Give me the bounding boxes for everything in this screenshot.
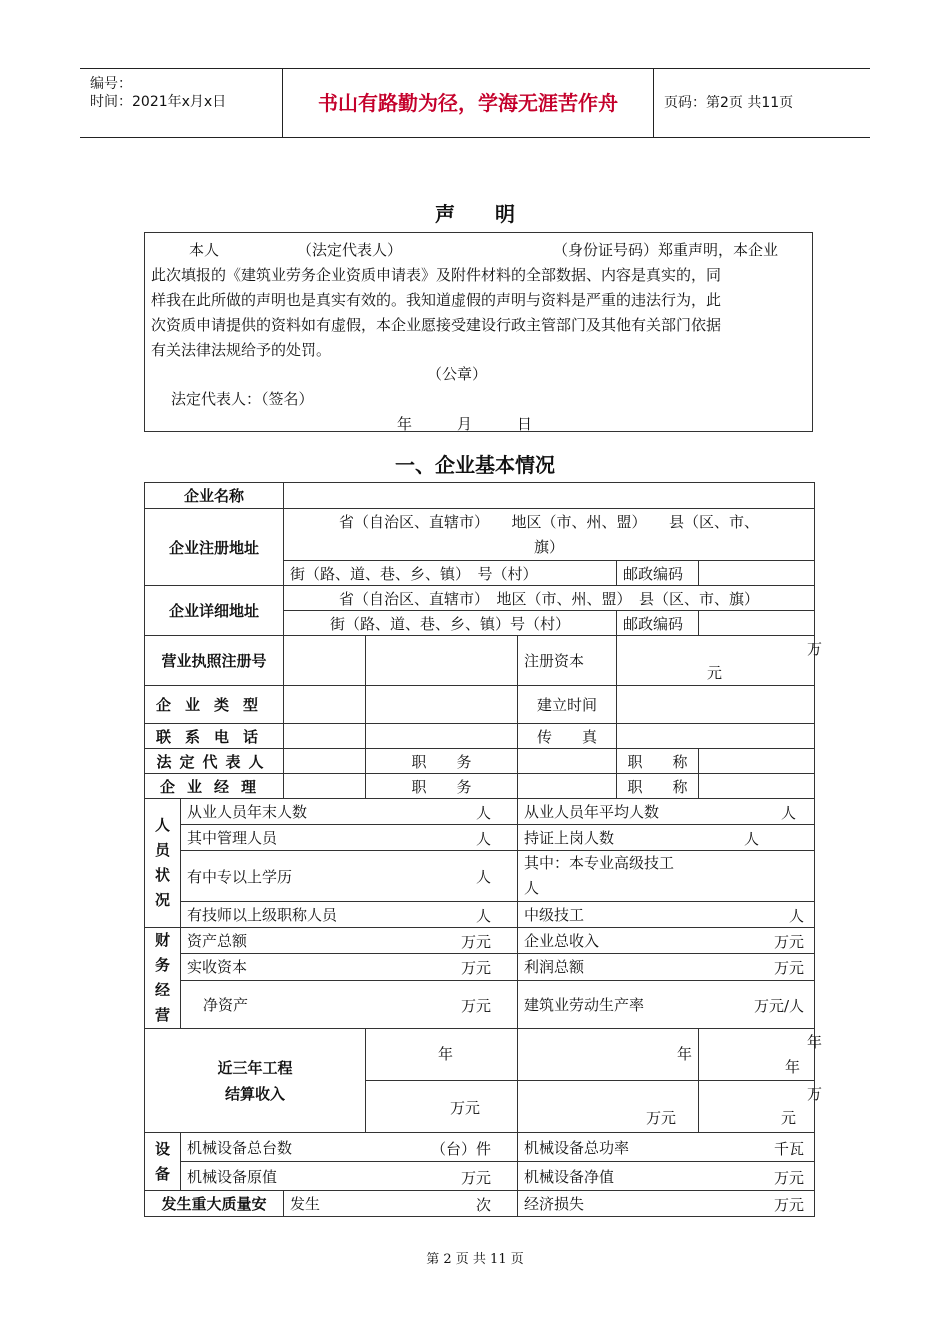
decl-signature: 法定代表人：（签名） <box>171 390 314 408</box>
settlement-amount1[interactable] <box>366 1081 518 1133</box>
paid-capital-unit: 万元 <box>461 959 492 978</box>
legal-rep-title-field[interactable] <box>699 749 815 774</box>
reg-addr-text-1: 省（自治区、直辖市） 地区（市、州、盟） 县（区、市、 <box>339 512 760 531</box>
machine-net-row[interactable] <box>518 1162 815 1191</box>
staff-tech-label: 有技师以上级职称人员 <box>187 906 338 924</box>
reg-capital-wan: 万 <box>807 640 823 658</box>
company-type-field-2[interactable] <box>366 686 518 724</box>
staff-senior-row[interactable] <box>518 851 815 902</box>
total-assets-unit: 万元 <box>461 933 492 951</box>
net-assets-unit: 万元 <box>461 996 492 1015</box>
reg-capital-field[interactable] <box>617 636 823 686</box>
net-assets-row[interactable] <box>181 980 518 1029</box>
staff-mid-unit: 人 <box>789 907 805 925</box>
productivity-unit: 万元/人 <box>754 996 805 1015</box>
staff-edu-unit: 人 <box>476 868 492 886</box>
staff-avg-unit: 人 <box>781 804 797 822</box>
label-company-name: 企业名称 <box>145 483 284 509</box>
decl-line1-b: （法定代表人） <box>297 241 403 259</box>
label-manager-title: 职 称 <box>617 774 699 799</box>
total-assets-row[interactable] <box>181 928 518 954</box>
label-postcode: 邮政编码 <box>617 561 699 586</box>
label-settlement <box>145 1029 366 1133</box>
machine-net-label: 机械设备净值 <box>524 1167 615 1186</box>
label-detail-address: 企业详细地址 <box>145 586 284 636</box>
total-revenue-unit: 万元 <box>774 933 805 951</box>
settlement-text-b: 结算收入 <box>225 1084 286 1103</box>
label-license-no: 营业执照注册号 <box>145 636 284 686</box>
label-manager: 企业经理 <box>145 774 284 799</box>
accident-occur-label: 发生 <box>290 1195 321 1213</box>
postcode-field[interactable] <box>699 561 815 586</box>
phone-field-2[interactable] <box>366 724 518 749</box>
detail-address-line2[interactable]: 街（路、道、巷、乡、镇）号（村） <box>284 611 617 636</box>
label-reg-address: 企业注册地址 <box>145 509 284 586</box>
settlement-amount3-yuan: 元 <box>781 1109 797 1127</box>
label-founded: 建立时间 <box>518 686 617 724</box>
staff-mid-label: 中级技工 <box>524 906 585 924</box>
settlement-amount3-wan: 万 <box>807 1085 823 1103</box>
label-company-type: 企业类型 <box>145 686 284 724</box>
staff-mid-row[interactable] <box>518 902 815 928</box>
detail-address-line1[interactable]: 省（自治区、直辖市） 地区（市、州、盟） 县（区、市、旗） <box>284 586 815 611</box>
total-revenue-label: 企业总收入 <box>524 932 600 951</box>
machine-orig-unit: 万元 <box>461 1169 492 1187</box>
machine-power-row[interactable] <box>518 1133 815 1162</box>
staff-year-end-row[interactable] <box>181 799 518 825</box>
decl-line1-c: （身份证号码）郑重声明，本企业 <box>553 241 779 259</box>
staff-senior-label-a: 其中：本专业高级技工 <box>524 854 675 872</box>
paid-capital-label: 实收资本 <box>187 958 248 977</box>
label-phone: 联系电话 <box>145 724 284 749</box>
settlement-year2-label: 年 <box>677 1045 693 1063</box>
label-finance-group <box>145 928 181 1029</box>
settlement-amount2[interactable] <box>518 1081 699 1133</box>
settlement-year3-label-a: 年 <box>807 1033 823 1051</box>
decl-seal: （公章） <box>427 365 488 383</box>
time-label: 时间：2021年x月x日 <box>90 94 227 110</box>
declaration-title: 声 明 <box>435 202 515 226</box>
machine-orig-row[interactable] <box>181 1162 518 1191</box>
label-reg-capital: 注册资本 <box>518 636 617 686</box>
total-profit-unit: 万元 <box>774 959 805 978</box>
manager-title-field[interactable] <box>699 774 815 799</box>
staff-tech-unit: 人 <box>476 907 492 925</box>
machine-net-unit: 万元 <box>774 1169 805 1187</box>
manager-field[interactable] <box>284 774 366 799</box>
label-equip-group <box>145 1133 181 1191</box>
staff-avg-label: 从业人员年平均人数 <box>524 803 660 821</box>
staff-edu-row[interactable] <box>181 851 518 902</box>
founded-field[interactable] <box>617 686 815 724</box>
fax-field[interactable] <box>617 724 815 749</box>
company-type-field-1[interactable] <box>284 686 366 724</box>
label-staff-group <box>145 799 181 928</box>
section-title: 一、企业基本情况 <box>395 453 555 477</box>
page-info: 页码：第2页 共11页 <box>664 95 794 111</box>
staff-senior-label-b: 人 <box>524 879 540 897</box>
staff-mgmt-row[interactable] <box>181 825 518 851</box>
reg-addr-text-1b: 旗） <box>534 537 565 556</box>
declaration-box <box>144 232 813 432</box>
settlement-year1-label: 年 <box>438 1045 454 1063</box>
accident-times-unit: 次 <box>476 1196 492 1214</box>
staff-year-end-label: 从业人员年末人数 <box>187 803 308 821</box>
label-accident: 发生重大质量安 <box>145 1191 284 1217</box>
settlement-year2[interactable] <box>518 1029 699 1081</box>
paid-capital-row[interactable] <box>181 954 518 980</box>
label-postcode-2: 邮政编码 <box>617 611 699 636</box>
accident-loss-row[interactable] <box>518 1191 815 1217</box>
decl-line5: 有关法律法规给予的处罚。 <box>151 341 332 359</box>
reg-address-line1[interactable] <box>284 509 815 561</box>
productivity-row[interactable] <box>518 980 815 1029</box>
accident-loss-label: 经济损失 <box>524 1195 585 1213</box>
decl-line4: 次资质申请提供的资料如有虚假，本企业愿接受建设行政主管部门及其他有关部门依据 <box>151 316 722 334</box>
machine-count-row[interactable] <box>181 1133 518 1162</box>
total-profit-row[interactable] <box>518 954 815 980</box>
total-assets-label: 资产总额 <box>187 932 248 951</box>
label-legal-rep-title: 职 称 <box>617 749 699 774</box>
settlement-year1[interactable] <box>366 1029 518 1081</box>
accident-count-row[interactable] <box>284 1191 518 1217</box>
staff-year-end-unit: 人 <box>476 804 492 822</box>
productivity-label: 建筑业劳动生产率 <box>524 995 645 1014</box>
staff-cert-unit: 人 <box>744 830 760 848</box>
staff-avg-row[interactable] <box>518 799 815 825</box>
label-fax: 传 真 <box>518 724 617 749</box>
page-header <box>80 68 870 138</box>
manager-position-field[interactable] <box>518 774 617 799</box>
net-assets-label: 净资产 <box>203 995 249 1014</box>
machine-count-label: 机械设备总台数 <box>187 1138 293 1157</box>
phone-field-1[interactable] <box>284 724 366 749</box>
accident-loss-unit: 万元 <box>774 1196 805 1214</box>
settlement-text-a: 近三年工程 <box>217 1058 293 1077</box>
total-profit-label: 利润总额 <box>524 958 585 977</box>
header-meta <box>80 69 283 137</box>
total-revenue-row[interactable] <box>518 928 815 954</box>
number-label: 编号： <box>90 76 132 92</box>
legal-rep-field[interactable] <box>284 749 366 774</box>
license-no-field-1[interactable] <box>284 636 366 686</box>
staff-mgmt-label: 其中管理人员 <box>187 829 278 847</box>
decl-date: 年 月 日 <box>397 415 533 433</box>
decl-line3: 样我在此所做的声明也是真实有效的。我知道虚假的声明与资料是严重的违法行为，此 <box>151 291 722 309</box>
staff-edu-label: 有中专以上学历 <box>187 867 293 886</box>
label-legal-rep: 法定代表人 <box>145 749 284 774</box>
staff-tech-row[interactable] <box>181 902 518 928</box>
decl-line2: 此次填报的《建筑业劳务企业资质申请表》及附件材料的全部数据、内容是真实的，同 <box>151 266 722 284</box>
machine-power-unit: 千瓦 <box>774 1140 805 1158</box>
staff-cert-label: 持证上岗人数 <box>524 829 615 847</box>
staff-group-text: 人员状况 <box>154 816 170 909</box>
settlement-amount3[interactable] <box>699 1081 823 1133</box>
company-info-table <box>144 482 823 1217</box>
reg-address-line2[interactable]: 街（路、道、巷、乡、镇） 号（村） <box>284 561 617 586</box>
page-footer: 第 2 页 共 11 页 <box>426 1252 524 1267</box>
machine-count-unit: （台）件 <box>431 1140 492 1158</box>
finance-group-text: 财务经营 <box>154 931 170 1024</box>
reg-capital-yuan: 元 <box>707 664 723 682</box>
settlement-year3-label-b: 年 <box>785 1058 801 1076</box>
machine-power-label: 机械设备总功率 <box>524 1138 630 1157</box>
postcode-field-2[interactable] <box>699 611 815 636</box>
motto: 书山有路勤为径，学海无涯苦作舟 <box>283 69 654 137</box>
legal-rep-position-field[interactable] <box>518 749 617 774</box>
label-manager-position: 职 务 <box>366 774 518 799</box>
staff-mgmt-unit: 人 <box>476 830 492 848</box>
equip-group-text: 设备 <box>154 1139 170 1183</box>
settlement-amount1-unit: 万元 <box>450 1099 481 1117</box>
staff-cert-row[interactable] <box>518 825 815 851</box>
label-legal-rep-position: 职 务 <box>366 749 518 774</box>
decl-line1-a: 本人 <box>189 241 220 259</box>
settlement-amount2-unit: 万元 <box>646 1109 677 1127</box>
license-no-field-2[interactable] <box>366 636 518 686</box>
machine-orig-label: 机械设备原值 <box>187 1167 278 1186</box>
settlement-year3[interactable] <box>699 1029 823 1081</box>
company-name-field[interactable] <box>284 483 815 509</box>
